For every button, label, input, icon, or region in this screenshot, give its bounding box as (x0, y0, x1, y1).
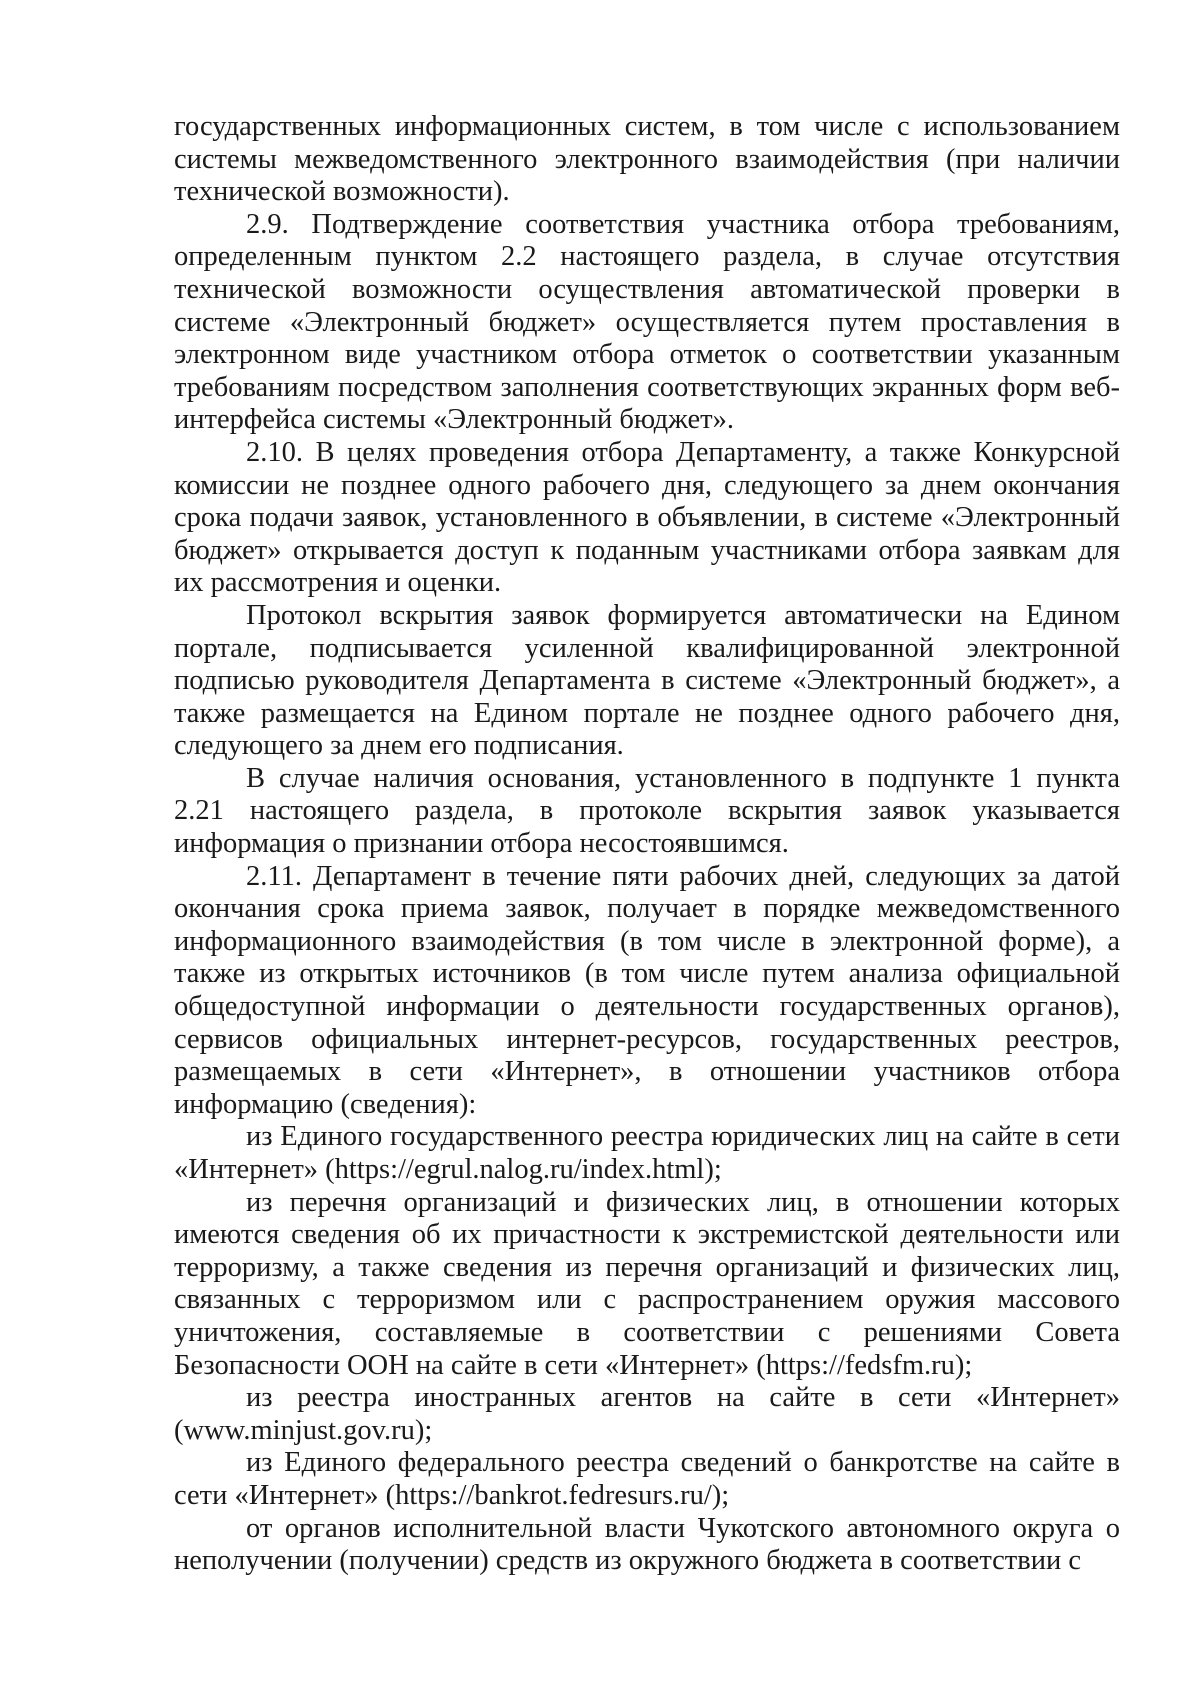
paragraph-failure-case: В случае наличия основания, установленного в подпункте 1 пункта 2.21 настоящего раздела, в протоколе вскрытия заявок указывается информация о признании отбора несостоявшимся. (174, 762, 1120, 860)
paragraph-2-9: 2.9. Подтверждение соответствия участника отбора требованиям, определенным пунктом 2.2 настоящего раздела, в случае отсутствия технической возможности осуществления автоматической проверки в системе «Электронный бюджет» осуществляется путем проставления в электронном виде участником отбора отметок о соответствии указанным требованиям посредством заполнения соответствующих экранных форм веб-интерфейса системы «Электронный бюджет». (174, 208, 1120, 436)
list-item-bankruptcy: из Единого федерального реестра сведений о банкротстве на сайте в сети «Интернет» (https://bankrot.fedresurs.ru/); (174, 1447, 1120, 1511)
paragraph-protocol: Протокол вскрытия заявок формируется автоматически на Едином портале, подписывается усиленной квалифицированной электронной подписью руководителя Департамента в системе «Электронный бюджет», а также размещается на Едином портале не позднее одного рабочего дня, следующего за днем его подписания. (174, 599, 1120, 762)
list-item-executive-bodies: от органов исполнительной власти Чукотского автономного округа о неполучении (получении) средств из окружного бюджета в соответствии с (174, 1512, 1120, 1577)
list-item-egrul: из Единого государственного реестра юридических лиц на сайте в сети «Интернет» (https://egrul.nalog.ru/index.html); (174, 1121, 1120, 1185)
list-item-fedsfm: из перечня организаций и физических лиц, в отношении которых имеются сведения об их причастности к экстремистской деятельности или терроризму, а также сведения из перечня организаций и физических лиц, связанных с терроризмом или с распространением оружия массового уничтожения, составляемые в соответствии с решениями Совета Безопасности ООН на сайте в сети «Интернет» (https://fedsfm.ru); (174, 1186, 1120, 1381)
paragraph-2-11: 2.11. Департамент в течение пяти рабочих дней, следующих за датой окончания срока приема заявок, получает в порядке межведомственного информационного взаимодействия (в том числе в электронной форме), а также из открытых источников (в том числе путем анализа официальной общедоступной информации о деятельности государственных органов), сервисов официальных интернет-ресурсов, государственных реестров, размещаемых в сети «Интернет», в отношении участников отбора информацию (сведения): (174, 860, 1120, 1120)
paragraph-2-10: 2.10. В целях проведения отбора Департаменту, а также Конкурсной комиссии не позднее одного рабочего дня, следующего за днем окончания срока подачи заявок, установленного в объявлении, в системе «Электронный бюджет» открывается доступ к поданным участниками отбора заявкам для их рассмотрения и оценки. (174, 436, 1120, 599)
list-item-foreign-agents: из реестра иностранных агентов на сайте в сети «Интернет» (www.minjust.gov.ru); (174, 1382, 1120, 1446)
document-body (174, 111, 1120, 1578)
paragraph-continuation: государственных информационных систем, в том числе с использованием системы межведомственного электронного взаимодействия (при наличии технической возможности). (174, 111, 1120, 208)
